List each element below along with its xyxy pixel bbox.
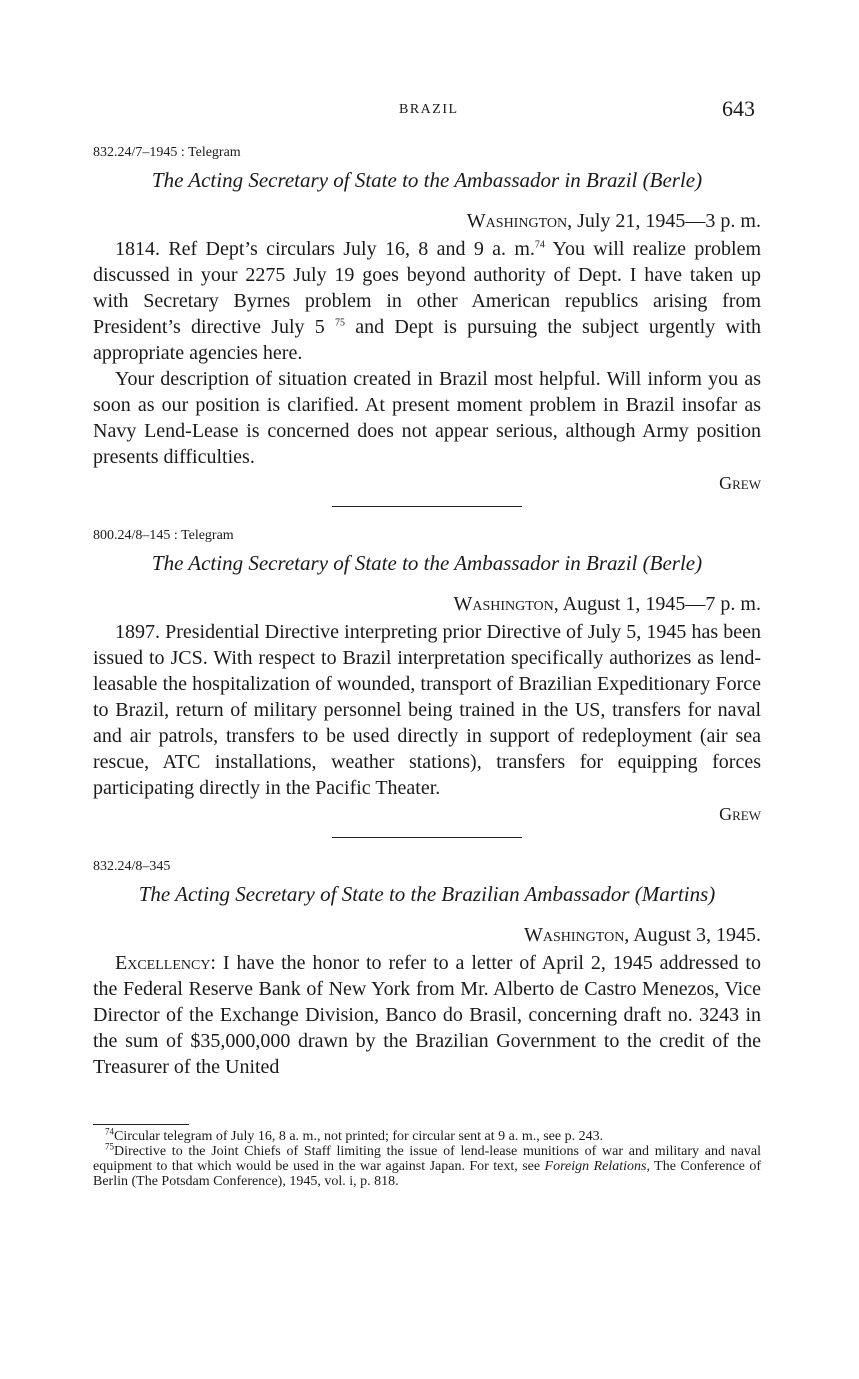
dateline-city: Washington, bbox=[466, 210, 573, 232]
footnote-text: Directive to the Joint Chiefs of Staff limiting the issue of lend-lease munitions of war and military and naval equipment to that which would be used in the war against Japan. For text, see bbox=[93, 1144, 761, 1174]
section-divider bbox=[332, 506, 522, 507]
file-reference: 800.24/8–145 : Telegram bbox=[93, 528, 234, 543]
footnote-mark: 75 bbox=[105, 1141, 114, 1152]
dateline-date: August 1, 1945—7 p. m. bbox=[558, 593, 761, 615]
footnote bbox=[93, 1126, 761, 1144]
footnote-mark: 74 bbox=[105, 1126, 114, 1137]
footnote-rule bbox=[93, 1124, 189, 1125]
footnote-ref[interactable]: 75 bbox=[335, 317, 346, 329]
section-divider bbox=[332, 837, 522, 838]
salutation: Excellency: bbox=[115, 952, 216, 974]
dateline bbox=[93, 206, 761, 236]
document-entry bbox=[93, 142, 761, 496]
file-reference: 832.24/8–345 bbox=[93, 859, 171, 874]
dateline bbox=[93, 920, 761, 950]
dateline-city: Washington, bbox=[524, 924, 630, 946]
dateline-city: Washington, bbox=[453, 593, 559, 615]
page-body bbox=[93, 142, 761, 1080]
running-head: BRAZIL bbox=[399, 102, 459, 117]
footnotes bbox=[93, 1124, 761, 1189]
dateline-date: July 21, 1945—3 p. m. bbox=[572, 210, 761, 232]
body-paragraph bbox=[93, 236, 761, 366]
document-entry bbox=[93, 525, 761, 827]
document-title: The Acting Secretary of State to the Ambassador in Brazil (Berle) bbox=[151, 551, 703, 575]
footnote-text: The Conference of Berlin (The Potsdam Conference), 1945, vol. i, p. 818. bbox=[93, 1159, 761, 1189]
signature: Grew bbox=[719, 473, 761, 493]
document-entry bbox=[93, 856, 761, 1080]
paragraph-text: You will realize problem discussed in your 2275 July 19 goes beyond authority of Dept. I have taken up with Secretary Byrnes problem in other American republics arising from President’s directive July 5 bbox=[93, 238, 761, 338]
paragraph-text: 1814. Ref Dept’s circulars July 16, 8 and 9 a. m. bbox=[115, 238, 535, 260]
paragraph-text: and Dept is pursuing the subject urgently with appropriate agencies here. bbox=[93, 316, 761, 364]
footnote bbox=[93, 1141, 761, 1189]
body-paragraph: 1897. Presidential Directive interpreting prior Directive of July 5, 1945 has been issued to JCS. With respect to Brazil interpretation specifically authorizes as lend-leasable the hospitalization of wounded, transport of Brazilian Expeditionary Force to Brazil, return of military personnel being trained in the US, transfers for naval and air patrols, transfers to be used directly in support of redeployment (air sea rescue, ATC installations, weather stations), transfers for equipping forces participating directly in the Pacific Theater. bbox=[93, 621, 761, 799]
document-title: The Acting Secretary of State to the Brazilian Ambassador (Martins) bbox=[138, 882, 716, 906]
page-number: 643 bbox=[722, 96, 755, 121]
body-paragraph bbox=[93, 950, 761, 1080]
footnote-ref[interactable]: 74 bbox=[534, 239, 545, 251]
dateline bbox=[93, 589, 761, 619]
signature: Grew bbox=[719, 804, 761, 824]
page-header bbox=[0, 96, 859, 126]
document-title: The Acting Secretary of State to the Ambassador in Brazil (Berle) bbox=[151, 168, 703, 192]
footnote-italic-title: Foreign Relations, bbox=[544, 1159, 650, 1174]
footnote-text: Circular telegram of July 16, 8 a. m., not printed; for circular sent at 9 a. m., see p. 243. bbox=[114, 1129, 604, 1144]
file-reference: 832.24/7–1945 : Telegram bbox=[93, 145, 241, 160]
body-paragraph: Your description of situation created in Brazil most helpful. Will inform you as soon as our position is clarified. At present moment problem in Brazil insofar as Navy Lend-Lease is concerned does not appear serious, although Army position presents difficulties. bbox=[93, 368, 761, 468]
paragraph-text: I have the honor to refer to a letter of April 2, 1945 addressed to the Federal Reserve Bank of New York from Mr. Alberto de Castro Menezos, Vice Director of the Exchange Division, Banco do Brasil, concerning draft no. 3243 in the sum of $35,000,000 drawn by the Brazilian Government to the credit of the Treasurer of the United bbox=[93, 952, 761, 1078]
dateline-date: August 3, 1945. bbox=[629, 924, 761, 946]
